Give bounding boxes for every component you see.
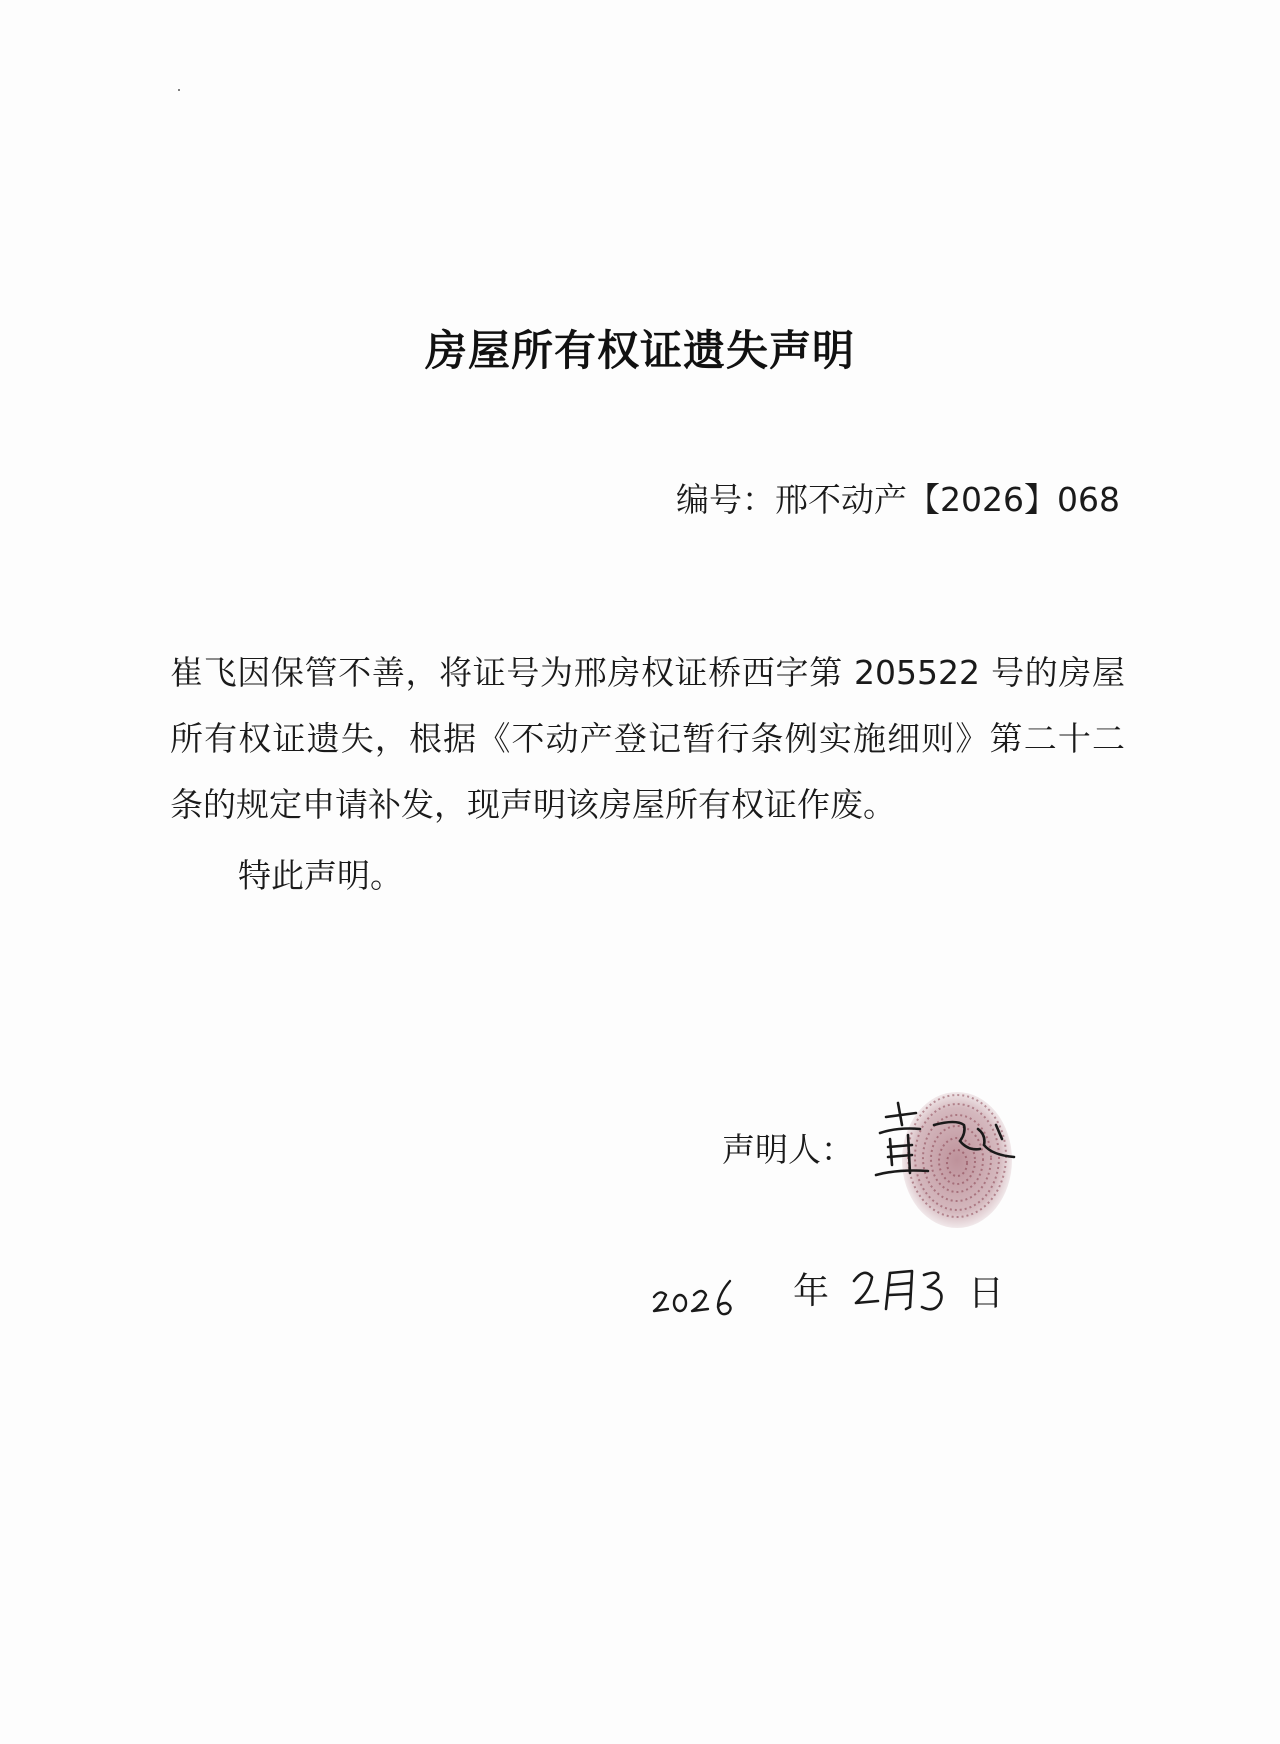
date-row [650, 1255, 1030, 1335]
handwritten-signature [868, 1095, 1028, 1190]
closing-statement: 特此声明。 [238, 856, 403, 895]
paper-speck [178, 89, 180, 91]
declaration-body: 崔飞因保管不善，将证号为邢房权证桥西字第 205522 号的房屋所有权证遗失，根据《不动产登记暂行条例实施细则》第二十二条的规定申请补发，现声明该房屋所有权证作废。 [170, 653, 1125, 824]
year-character: 年 [793, 1271, 830, 1312]
document-title: 房屋所有权证遗失声明 [424, 326, 855, 375]
document-number: 编号：邢不动产【2026】068 [676, 480, 1120, 519]
handwritten-month-day [850, 1263, 960, 1323]
handwritten-year [650, 1275, 740, 1325]
day-character: 日 [968, 1273, 1005, 1314]
declarant-label: 声明人： [722, 1130, 854, 1169]
